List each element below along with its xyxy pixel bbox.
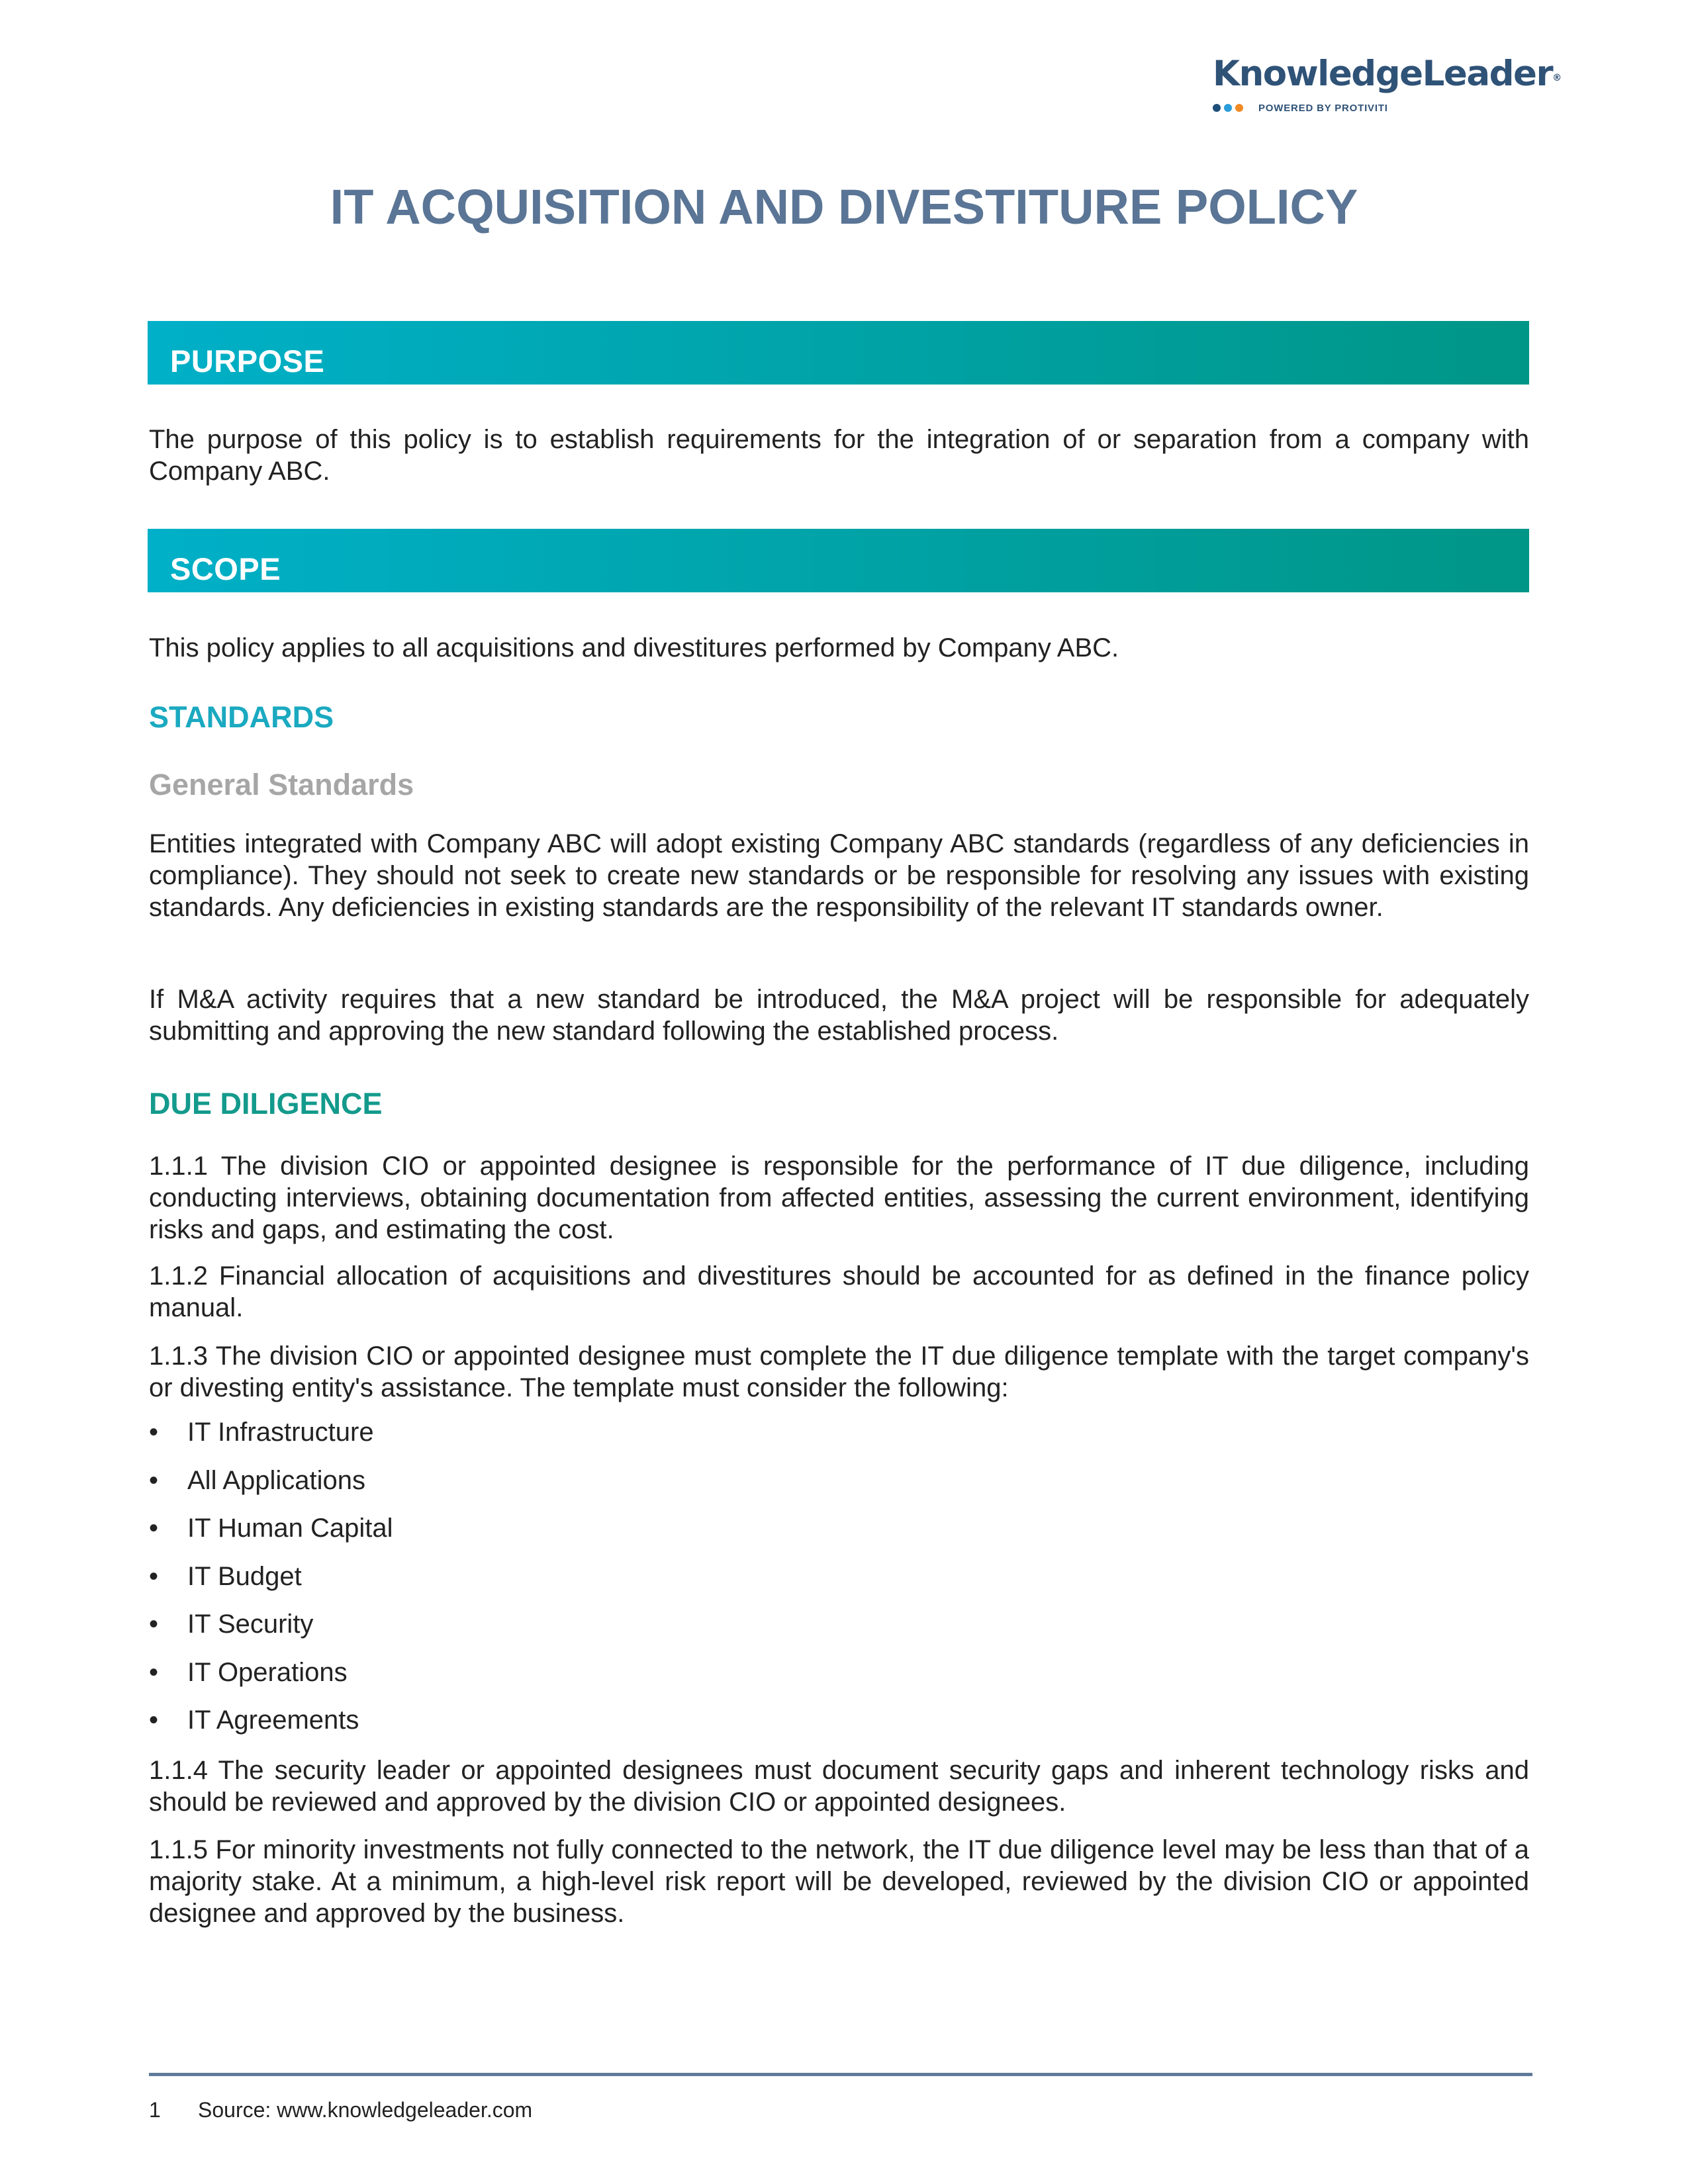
standards-paragraph: If M&A activity requires that a new standard be introduced, the M&A project will be responsible for adequately submitting and approving the new standard following the established process. bbox=[149, 985, 1529, 1046]
brand-dot-icon bbox=[1235, 104, 1243, 112]
brand-dot-icon bbox=[1213, 104, 1221, 112]
standards-paragraph: Entities integrated with Company ABC will adopt existing Company ABC standards (regardless of any deficiencies in compliance). They should not seek to create new standards or be responsible for resolving any issues with existing standards. Any deficiencies in existing standards are the responsibility of the relevant IT standards owner. bbox=[149, 829, 1529, 922]
purpose-heading: PURPOSE bbox=[170, 343, 325, 379]
scope-section-band bbox=[148, 529, 1529, 592]
list-item: • All Applications bbox=[149, 1465, 366, 1495]
due-diligence-item: 1.1.1 The division CIO or appointed designee is responsible for the performance of IT due diligence, including conducting interviews, obtaining documentation from affected entities, assessing the current environment, identifying risks and gaps, and estimating the cost. bbox=[149, 1152, 1529, 1244]
footer-divider bbox=[149, 2073, 1532, 2076]
due-diligence-item: 1.1.5 For minority investments not fully connected to the network, the IT due diligence level may be less than that of a majority stake. At a minimum, a high-level risk report will be developed, reviewed by the division CIO or appointed designee and approved by the business. bbox=[149, 1835, 1529, 1928]
scope-text: This policy applies to all acquisitions and divestitures performed by Company ABC. bbox=[149, 633, 1119, 662]
list-item: • IT Security bbox=[149, 1610, 314, 1639]
brand-logo bbox=[1213, 54, 1561, 115]
list-item: • IT Infrastructure bbox=[149, 1418, 374, 1447]
list-item: • IT Operations bbox=[149, 1657, 348, 1687]
due-diligence-item: 1.1.3 The division CIO or appointed designee must complete the IT due diligence template with the target company's or divesting entity's assistance. The template must consider the following: bbox=[149, 1342, 1529, 1402]
brand-dot-icon bbox=[1224, 104, 1232, 112]
bullet-icon: • bbox=[149, 1418, 159, 1447]
bullet-icon: • bbox=[149, 1561, 159, 1591]
registered-mark: ® bbox=[1552, 73, 1561, 83]
standards-heading: STANDARDS bbox=[149, 700, 334, 734]
due-diligence-item: 1.1.2 Financial allocation of acquisitions and divestitures should be accounted for as defined in the finance policy manual. bbox=[149, 1261, 1529, 1322]
page-number: 1 bbox=[149, 2098, 161, 2122]
bullet-icon: • bbox=[149, 1465, 159, 1495]
page-title: IT ACQUISITION AND DIVESTITURE POLICY bbox=[330, 179, 1358, 234]
bullet-icon: • bbox=[149, 1514, 159, 1543]
due-diligence-template-list bbox=[149, 1416, 393, 1752]
brand-tagline-row bbox=[1213, 101, 1544, 115]
list-item: • IT Agreements bbox=[149, 1706, 359, 1735]
purpose-text: The purpose of this policy is to establish requirements for the integration of or separation from a company with Company ABC. bbox=[149, 425, 1529, 486]
due-diligence-heading: DUE DILIGENCE bbox=[149, 1087, 383, 1120]
general-standards-subheading: General Standards bbox=[149, 768, 414, 801]
brand-name: KnowledgeLeader bbox=[1213, 54, 1553, 94]
due-diligence-item: 1.1.4 The security leader or appointed designees must document security gaps and inherent technology risks and should be reviewed and approved by the division CIO or appointed designees. bbox=[149, 1756, 1529, 1817]
page-footer bbox=[149, 2097, 532, 2123]
list-item: • IT Budget bbox=[149, 1561, 302, 1591]
brand-tagline: POWERED BY PROTIVITI bbox=[1258, 102, 1388, 114]
bullet-icon: • bbox=[149, 1657, 159, 1687]
purpose-section-band bbox=[148, 321, 1529, 385]
bullet-icon: • bbox=[149, 1610, 159, 1639]
list-item: • IT Human Capital bbox=[149, 1514, 393, 1543]
scope-heading: SCOPE bbox=[170, 551, 281, 586]
source-text: Source: www.knowledgeleader.com bbox=[198, 2098, 533, 2122]
bullet-icon: • bbox=[149, 1706, 159, 1735]
